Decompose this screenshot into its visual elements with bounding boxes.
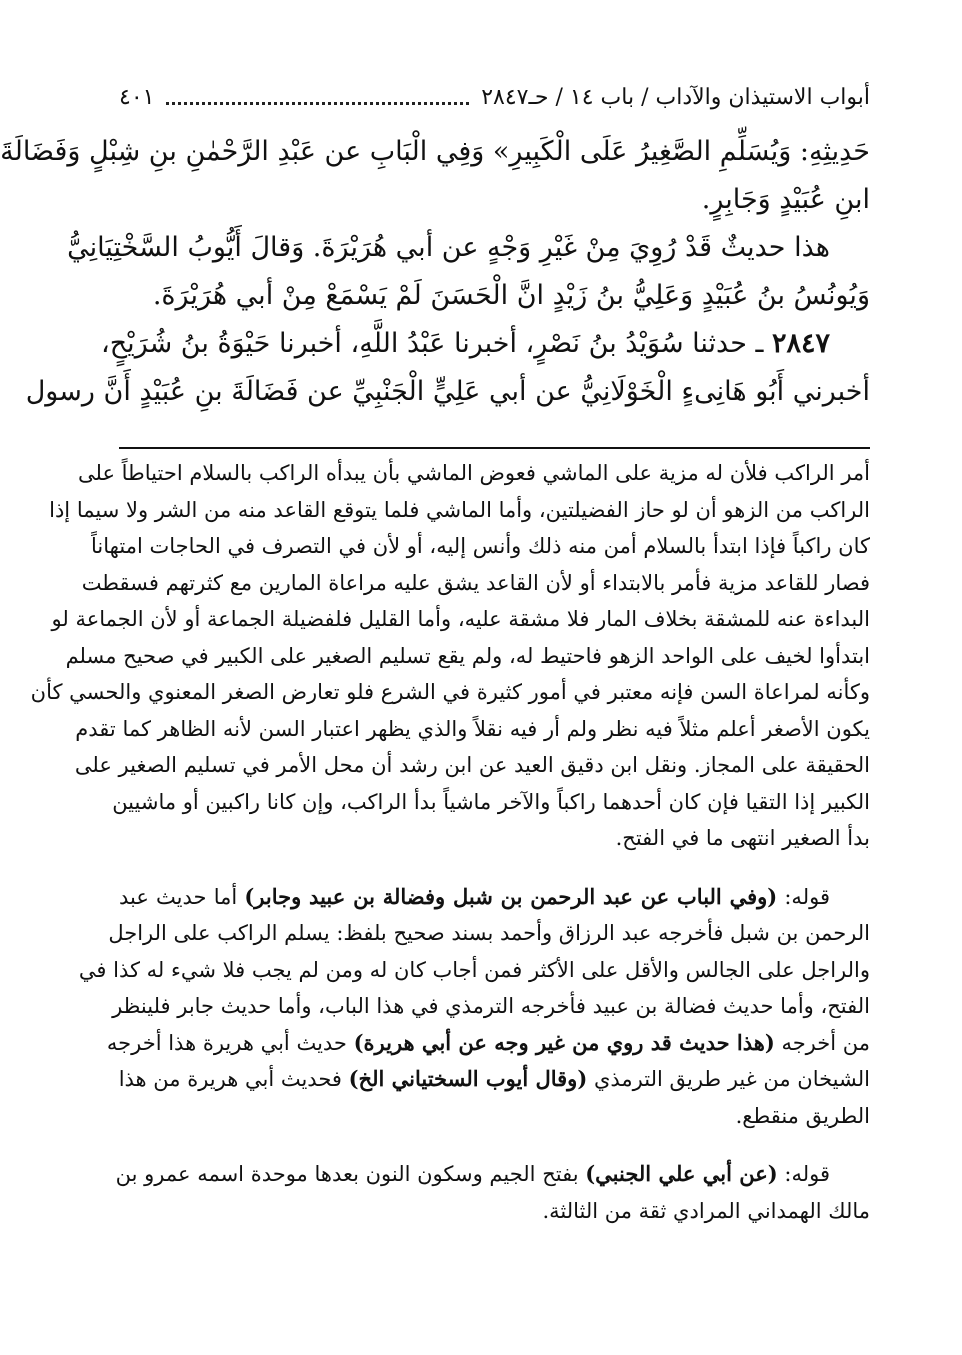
commentary-line: ابتدأوا لخيف على الواحد الزهو فاحتيط له، ولم يقع تسليم الصغير على الكبير في صحيح مسلم bbox=[65, 643, 870, 668]
running-title: أبواب الاستيذان والآداب / باب ١٤ / حـ٢٨٤٧ bbox=[481, 84, 870, 110]
commentary-line bbox=[115, 1156, 870, 1193]
commentary-line: والراجل على الجالس والأقل على الأكثر فمن أجاب كان له ومن لم يجب فلا شيء له كذا في bbox=[78, 957, 870, 982]
hadith-text bbox=[0, 128, 870, 416]
running-header bbox=[119, 80, 870, 114]
commentary-line: أمر الراكب فلأن له مزية على الماشي فعوض الماشي بأن يبدأه الراكب بالسلام احتياطاً على bbox=[78, 461, 870, 485]
hadith-line: هذا حديثٌ قَدْ رُوِيَ مِنْ غَيْرِ وَجْهٍ عن أبي هُرَيْرَةَ. وَقالَ أَيُّوبُ السَّخْتِيَانِيُّ bbox=[67, 232, 830, 263]
commentary-text: الشيخان من غير طريق الترمذي bbox=[587, 1067, 870, 1091]
commentary-line: وكأنه لمراعاة السن فإنه معتبر في أمور كثيرة في الشرع فلو تعارض الصغر المعنوي والحسي كأن bbox=[30, 680, 870, 704]
commentary-line: الفتح، وأما حديث فضالة بن عبيد فأخرجه الترمذي في هذا الباب، وأما حديث جابر فلينظر bbox=[112, 994, 870, 1018]
commentary-line: بدأ الصغير انتهى ما في الفتح. bbox=[615, 826, 870, 850]
page-number: ٤٠١ bbox=[119, 84, 155, 110]
footnote-separator bbox=[119, 447, 870, 449]
quoted-phrase: (وفي الباب عن عبد الرحمن بن شبل وفضالة بن عبيد وجابر) bbox=[244, 883, 778, 909]
commentary-line bbox=[119, 1061, 870, 1098]
commentary-text: بفتح الجيم وسكون النون بعدها موحدة اسمه عمرو بن bbox=[115, 1162, 586, 1186]
paragraph-gap bbox=[119, 1134, 870, 1156]
commentary-line: مالك الهمداني المرادي ثقة من الثالثة. bbox=[542, 1198, 870, 1223]
qawluhu-label: قوله: bbox=[777, 884, 830, 909]
leader-dots bbox=[166, 102, 469, 105]
commentary-text: من أخرجه bbox=[774, 1030, 870, 1055]
commentary-line: يكون الأصغر أعلم مثلاً فيه نظر ولم أر فيه نقلاً والذي يظهر اعتبار السن لأنه الظاهر كما تقدم bbox=[75, 716, 870, 741]
hadith-line: أخبرني أَبُو هَانِىءٍ الْخَوْلَانِيُّ عن أبي عَلِيٍّ الْجَنْبِيِّ عن فَضَالَةَ بنِ عُبَيْدٍ أَنَّ رسول bbox=[25, 376, 870, 407]
hadith-line: وَيُونُسُ بنُ عُبَيْدٍ وَعَلِيُّ بنُ زَيْدٍ انَّ الْحَسَنَ لَمْ يَسْمَعْ مِنْ أبي هُرَيْرَةَ. bbox=[152, 280, 870, 311]
commentary-text: حديث أبي هريرة هذا أخرجه bbox=[106, 1030, 354, 1055]
commentary-line: الرحمن بن شبل فأخرجه عبد الرزاق وأحمد بسند صحيح بلفظ: يسلم الراكب على الراجل bbox=[108, 921, 870, 945]
commentary-line: الكبير إذا التقيا فإن كان أحدهما راكباً والآخر ماشياً بدأ الراكب، وإن كانا راكبين أو ماشيين bbox=[112, 789, 870, 814]
commentary-line: فصار للقاعد مزية فأمر بالابتداء أو لأن القاعد يشق عليه مراعاة المارين مع كثرتهم فسقطت bbox=[81, 570, 870, 595]
commentary bbox=[30, 455, 870, 1229]
commentary-text: فحديث أبي هريرة من هذا bbox=[118, 1067, 349, 1091]
hadith-number: ٢٨٤٧ bbox=[771, 328, 830, 359]
commentary-line: البداءة عنه للمشقة بخلاف المار فلا مشقة عليه، وأما القليل فلفضيلة الجماعة أو لأن الجماعة لو bbox=[51, 607, 870, 631]
qawluhu-label: قوله: bbox=[777, 1162, 830, 1186]
hadith-line: ابنِ عُبَيْدٍ وَجَابِرٍ. bbox=[701, 184, 870, 215]
commentary-line: الحقيقة على المجاز. ونقل ابن دقيق العيد عن ابن رشد أن محل الأمر في تسليم الصغير على bbox=[74, 753, 870, 777]
paragraph-gap bbox=[119, 857, 870, 879]
hadith-line: حَدِيثِهِ: وَيُسَلِّمِ الصَّغِيرُ عَلَى الْكَبِيرِ» وَفِي الْبَابِ عن عَبْدِ الرَّحْمٰنِ بنِ شِبْلٍ وَفَضَالَةَ bbox=[0, 136, 870, 167]
commentary-line: الطريق منقطع. bbox=[735, 1103, 870, 1128]
commentary-line bbox=[106, 1025, 870, 1062]
commentary-line bbox=[119, 879, 870, 916]
isnad-text: ـ حدثنا سُوَيْدُ بنُ نَصْرٍ، أخبرنا عَبْدُ اللَّهِ، أخبرنا حَيْوَةُ بنُ شُرَيْحٍ، bbox=[101, 328, 764, 359]
quoted-phrase: (عن أبي علي الجنبي) bbox=[585, 1161, 778, 1186]
hadith-number-line bbox=[101, 320, 870, 368]
quoted-phrase: (وقال أيوب السختياني الخ) bbox=[348, 1066, 588, 1091]
quoted-phrase: (هذا حديث قد روي من غير وجه عن أبي هريرة) bbox=[353, 1029, 775, 1055]
commentary-line: كان راكباً فإذا ابتدأ بالسلام أمن منه ذلك وأنس إليه، أو لأن في التصرف في الحاجات امتهاناً bbox=[91, 534, 870, 558]
commentary-line: الراكب من الزهو أن لو حاز الفضيلتين، وأما الماشي فلما يتوقع القاعد منه من الشر ولا سيما إذا bbox=[49, 497, 870, 522]
commentary-text: أما حديث عبد bbox=[119, 884, 245, 909]
